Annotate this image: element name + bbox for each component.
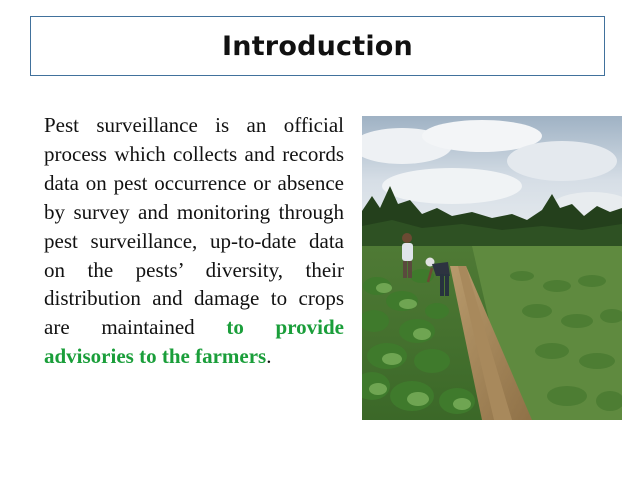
body-text-end: .: [266, 344, 272, 369]
field-photo: [362, 116, 622, 420]
body-text-highlight: to provide advisories to the farmers: [44, 315, 344, 369]
body-paragraph: [44, 111, 344, 371]
field-photo-illustration: [362, 116, 622, 420]
slide-title: Introduction: [222, 30, 413, 62]
body-text-plain: Pest surveillance is an official process which collects and records data on pest occurrence or absence by survey and monitoring through pest surveillance, up-to-date data on the pests’ diversity, their distribution and damage to crops are maintained: [44, 113, 344, 340]
title-box: [30, 16, 605, 76]
